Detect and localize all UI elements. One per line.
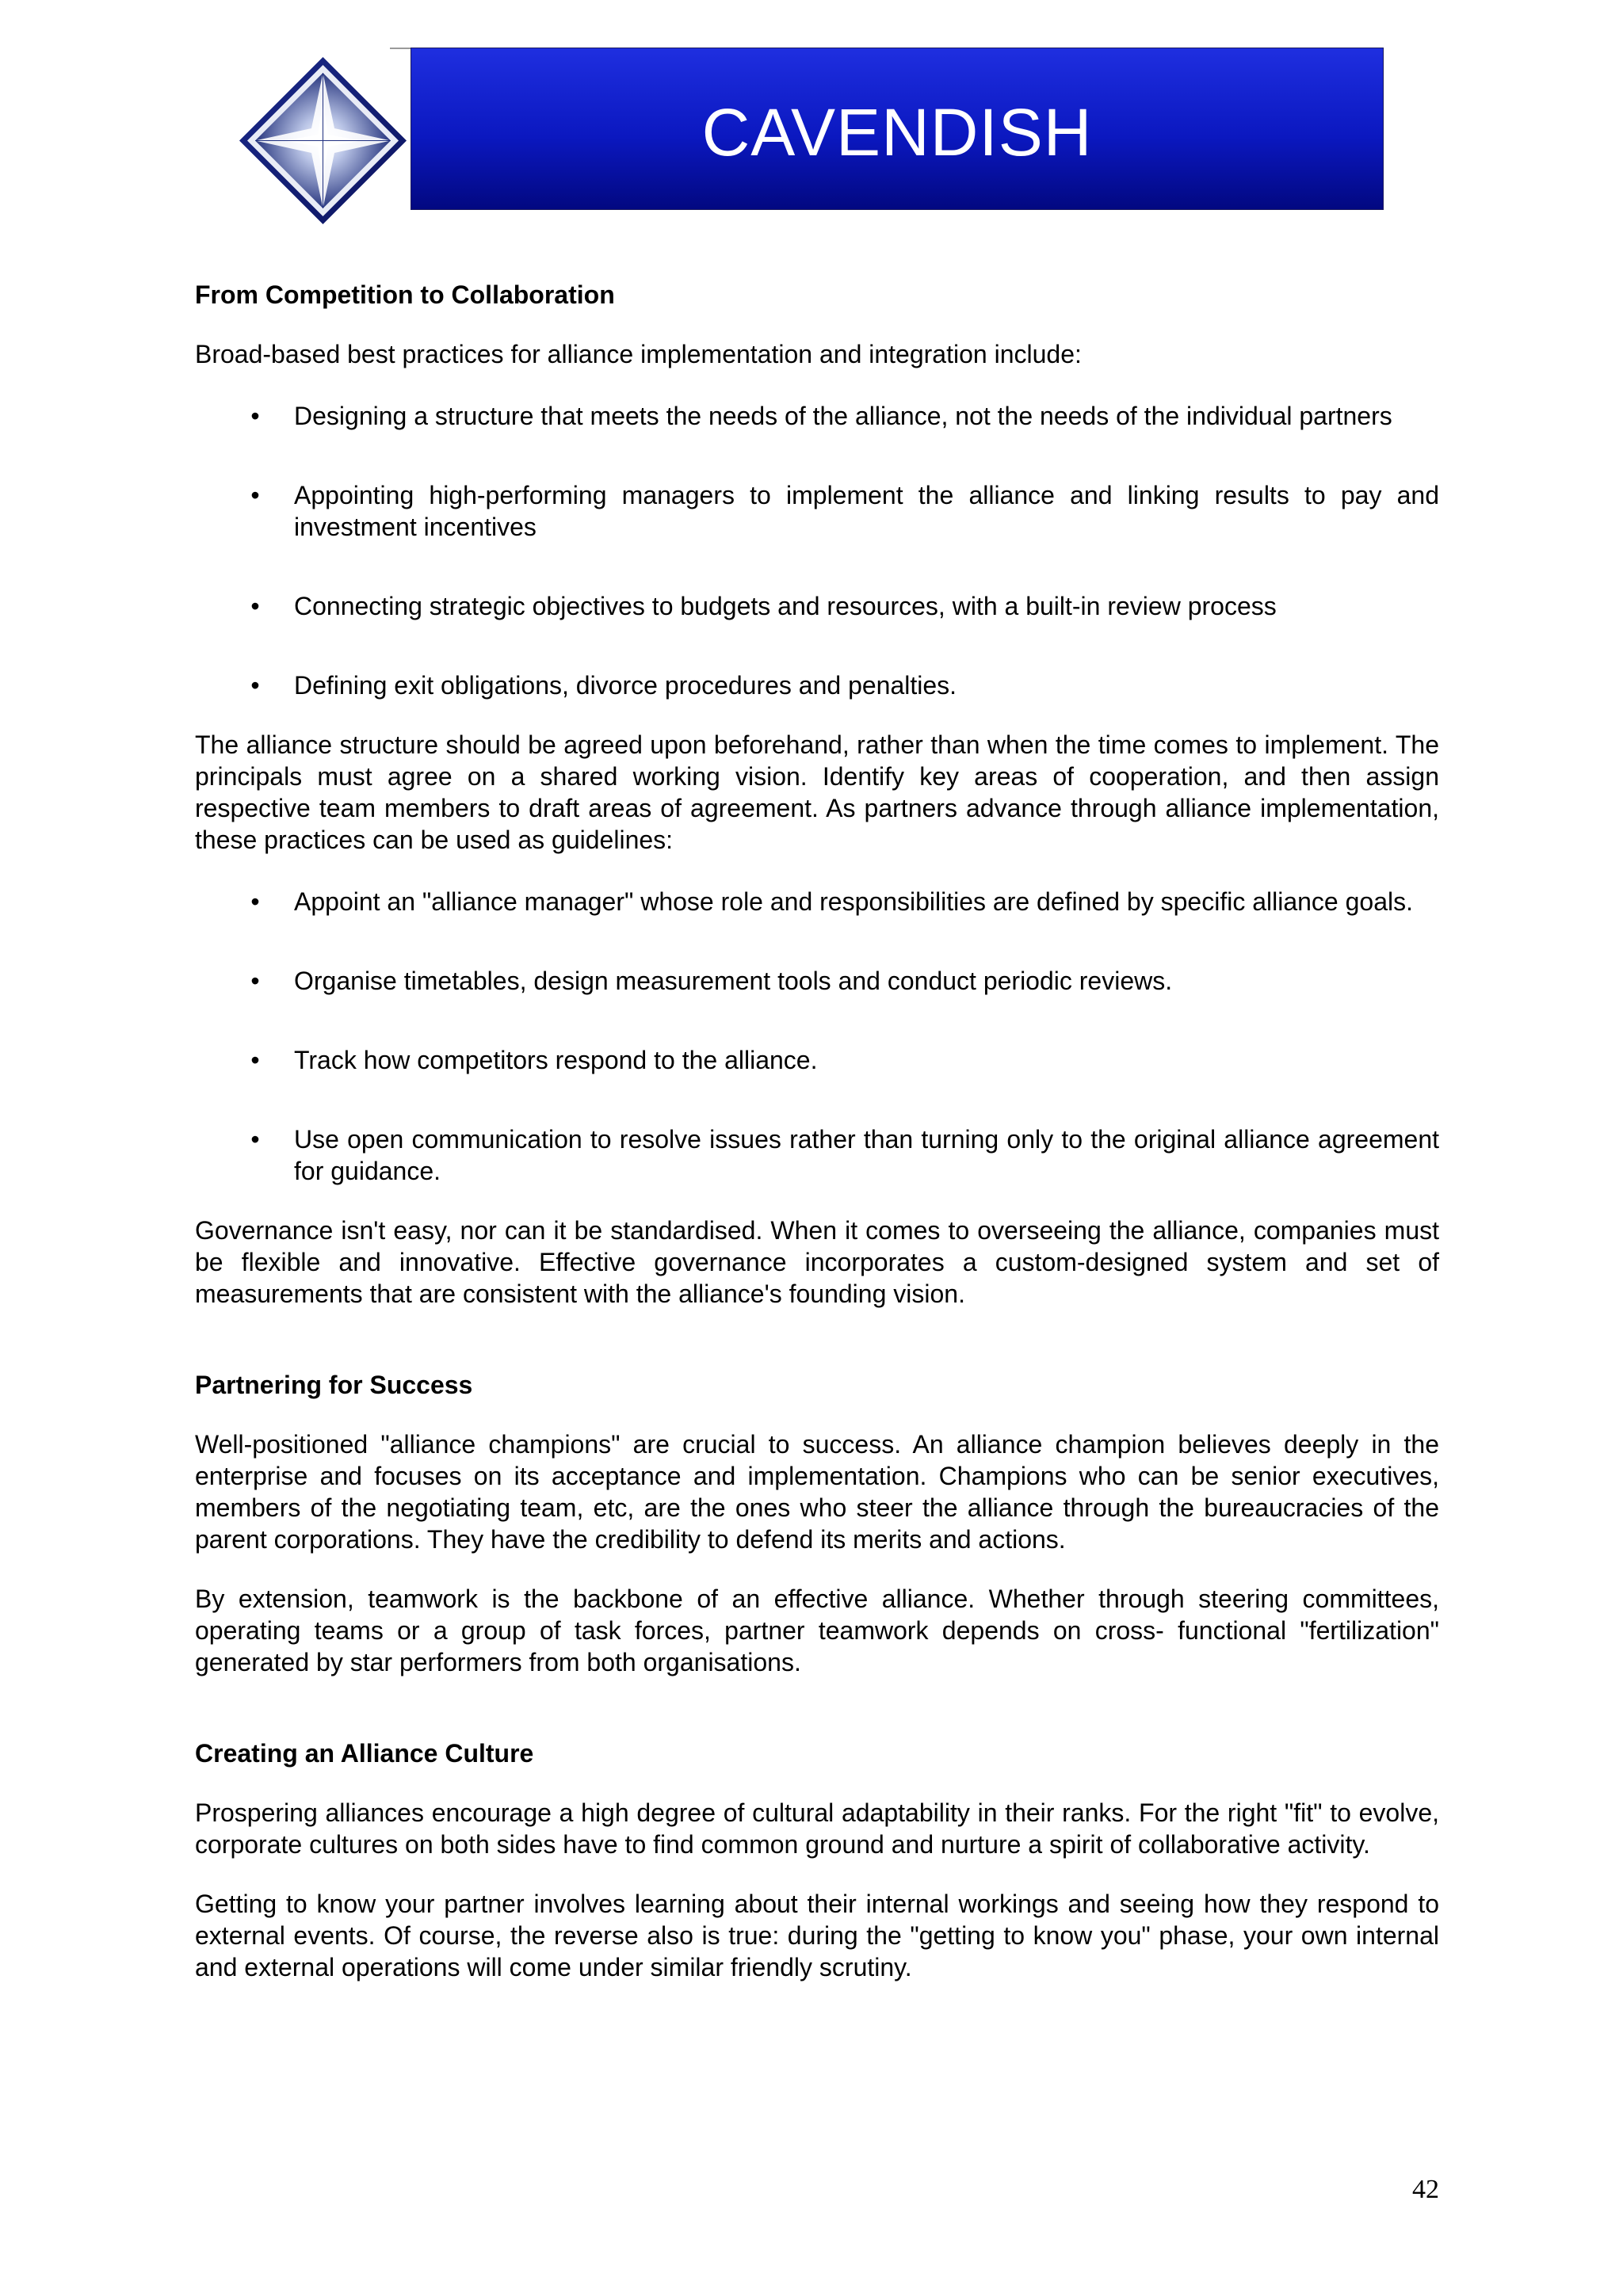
body-paragraph: Governance isn't easy, nor can it be standardised. When it comes to overseeing the alliance, companies must be flexible and innovative. Effective governance incorporates a custom-designed system and set of measurements that are consistent with the alliance's founding vision. (195, 1216, 1439, 1308)
list-item (195, 886, 1439, 917)
header-title: CAVENDISH (701, 95, 1093, 170)
list-item (195, 669, 1439, 701)
list-item-text: Connecting strategic objectives to budgets and resources, with a built-in review process (294, 592, 1277, 620)
list-item (195, 1044, 1439, 1076)
list-item (195, 479, 1439, 543)
list-item-text: Use open communication to resolve issues rather than turning only to the original alliance agreement for guidance. (294, 1125, 1439, 1185)
section-heading-culture: Creating an Alliance Culture (195, 1739, 534, 1768)
list-item (195, 1123, 1439, 1187)
document-body (195, 279, 1439, 1983)
header-banner (411, 48, 1384, 210)
intro-paragraph: Broad-based best practices for alliance implementation and integration include: (195, 340, 1082, 368)
practices-list (195, 400, 1439, 701)
body-paragraph: Prospering alliances encourage a high degree of cultural adaptability in their ranks. For the right "fit" to evolve, corporate cultures on both sides have to find common ground and nurture a spirit of collaborative activity. (195, 1798, 1439, 1859)
list-item (195, 590, 1439, 622)
bullet-icon: • (250, 1046, 260, 1074)
body-paragraph: Getting to know your partner involves learning about their internal workings and seeing how they respond to external events. Of course, the reverse also is true: during the "getting to know you" phase, your own internal and external operations will come under similar friendly scrutiny. (195, 1890, 1439, 1981)
guidelines-list (195, 886, 1439, 1187)
list-item-text: Track how competitors respond to the alliance. (294, 1046, 818, 1074)
list-item-text: Appointing high-performing managers to implement the alliance and linking results to pay and investment incentives (294, 481, 1439, 541)
list-item-text: Designing a structure that meets the needs of the alliance, not the needs of the individual partners (294, 402, 1392, 430)
section-heading-competition: From Competition to Collaboration (195, 280, 615, 309)
bullet-icon: • (250, 481, 260, 509)
list-item-text: Defining exit obligations, divorce procedures and penalties. (294, 671, 957, 700)
list-item-text: Appoint an "alliance manager" whose role and responsibilities are defined by specific alliance goals. (294, 887, 1413, 916)
body-paragraph: By extension, teamwork is the backbone of an effective alliance. Whether through steering committees, operating teams or a group of task forces, partner teamwork depends on cross- functional "fertilization" generated by star performers from both organisations. (195, 1585, 1439, 1676)
bullet-icon: • (250, 592, 260, 620)
bullet-icon: • (250, 967, 260, 995)
list-item (195, 400, 1439, 432)
bullet-icon: • (250, 1125, 260, 1154)
bullet-icon: • (250, 402, 260, 430)
bullet-icon: • (250, 887, 260, 916)
body-paragraph: Well-positioned "alliance champions" are crucial to success. An alliance champion believes deeply in the enterprise and focuses on its acceptance and implementation. Champions who can be senior executives, members of the negotiating team, etc, are the ones who steer the alliance through the bureaucracies of the parent corporations. They have the credibility to defend its merits and actions. (195, 1430, 1439, 1554)
page-number: 42 (1412, 2175, 1439, 2204)
diamond-star-logo (238, 55, 408, 226)
list-item-text: Organise timetables, design measurement tools and conduct periodic reviews. (294, 967, 1173, 995)
list-item (195, 965, 1439, 997)
section-heading-partnering: Partnering for Success (195, 1371, 473, 1399)
bullet-icon: • (250, 671, 260, 700)
body-paragraph: The alliance structure should be agreed upon beforehand, rather than when the time comes to implement. The principals must agree on a shared working vision. Identify key areas of cooperation, and then assign respective team members to draft areas of agreement. As partners advance through alliance implementation, these practices can be used as guidelines: (195, 730, 1439, 854)
